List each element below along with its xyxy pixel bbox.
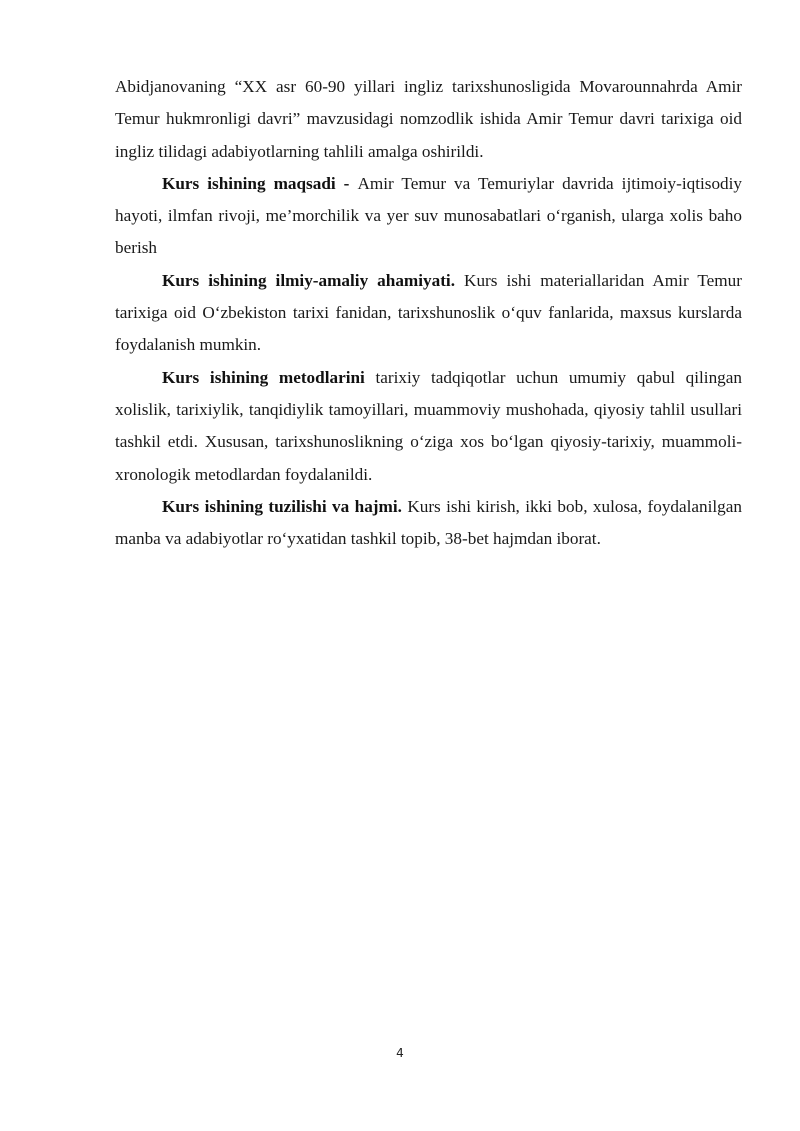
paragraph-text: Abidjanovaning “XX asr 60-90 yillari ingliz tarixshunosligida Movarounnahrda Amir Temur hukmronligi davri” mavzusidagi nomzodlik ishida Amir Temur davri tarixiga oid ingliz tilidagi adabiyotlarning tahlili amalga oshirildi. xyxy=(115,77,742,161)
paragraph-text: Kurs ishi kirish, ikki bob, xulosa, foydalanilgan manba va adabiyotlar ro‘yxatidan tashkil topib, 38-bet hajmdan iborat. xyxy=(115,496,742,549)
paragraph-aim xyxy=(115,168,742,265)
paragraph-heading: Kurs ishining ilmiy-amaliy ahamiyati. xyxy=(162,270,465,290)
paragraph-heading: Kurs ishining metodlarini xyxy=(162,367,376,387)
body-text xyxy=(115,71,742,555)
paragraph-methods xyxy=(115,362,742,491)
paragraph-text: Kurs ishi materiallaridan Amir Temur tarixiga oid O‘zbekiston tarixi fanidan, tarixshunoslik o‘quv fanlarida, maxsus kurslarda foydalanish mumkin. xyxy=(115,270,742,355)
page-number: 4 xyxy=(396,1046,404,1060)
paragraph-text: tarixiy tadqiqotlar uchun umumiy qabul qilingan xolislik, tarixiylik, tanqidiylik tamoyillari, muammoviy mushohada, qiyosiy tahlil usullari tashkil etdi. Xususan, tarixshunoslikning o‘ziga xos bo‘lgan qiyosiy-tarixiy, muammoli-xronologik metodlardan foydalanildi. xyxy=(115,367,742,484)
paragraph-heading: Kurs ishining tuzilishi va hajmi. xyxy=(162,496,408,516)
paragraph-heading: Kurs ishining maqsadi - xyxy=(162,173,358,193)
paragraph-text: Amir Temur va Temuriylar davrida ijtimoiy-iqtisodiy hayoti, ilmfan rivoji, me’morchilik va yer suv munosabatlari o‘rganish, ularga xolis baho berish xyxy=(115,173,743,258)
paragraph-significance xyxy=(115,265,742,362)
paragraph-structure xyxy=(115,491,742,556)
paragraph-continuation xyxy=(115,71,742,168)
